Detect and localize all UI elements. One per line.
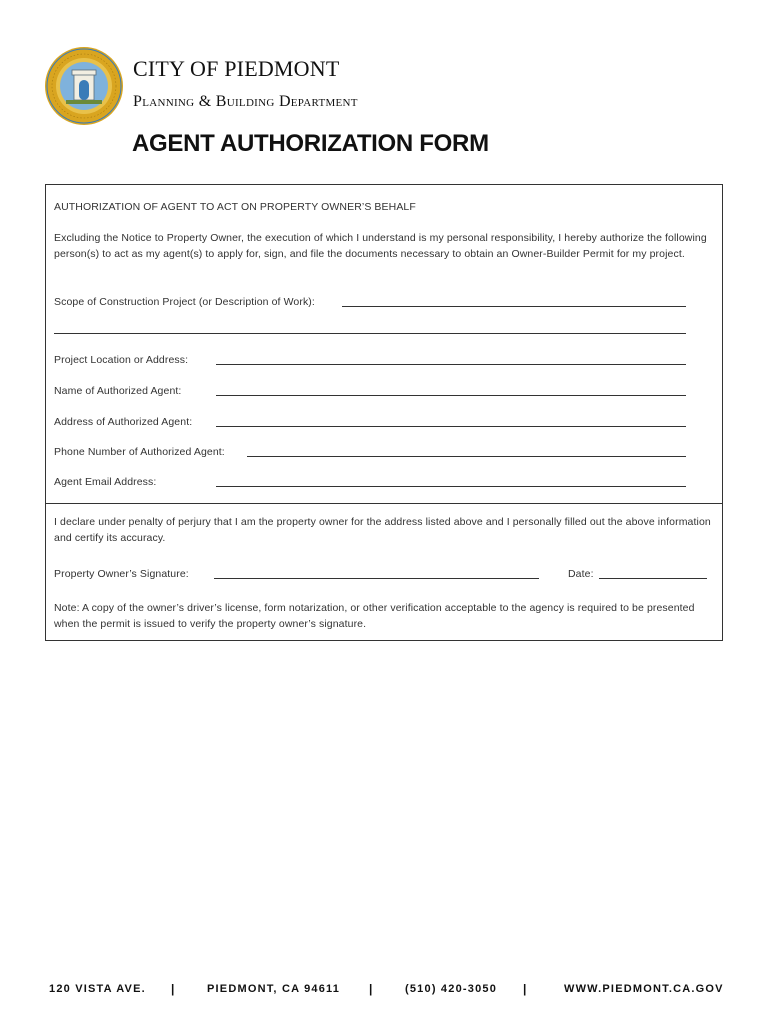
agent-address-field[interactable] xyxy=(216,426,686,427)
signature-field[interactable] xyxy=(214,578,539,579)
form-box xyxy=(45,184,723,641)
city-seal-icon xyxy=(44,46,124,126)
agent-phone-field[interactable] xyxy=(247,456,686,457)
footer-address: 120 VISTA AVE. xyxy=(49,983,146,995)
section-divider xyxy=(46,503,722,504)
authorization-heading: AUTHORIZATION OF AGENT TO ACT ON PROPERTY OWNER’S BEHALF xyxy=(54,201,416,213)
agent-email-label: Agent Email Address: xyxy=(54,476,157,488)
scope-label: Scope of Construction Project (or Description of Work): xyxy=(54,296,315,308)
verification-note: Note: A copy of the owner’s driver’s license, form notarization, or other verification acceptable to the agency is required to be presented when the permit is issued to verify the property owner’s signature. xyxy=(54,602,695,630)
org-name: CITY OF PIEDMONT xyxy=(133,56,340,81)
footer-city: PIEDMONT, CA 94611 xyxy=(207,983,341,995)
footer-separator: | xyxy=(369,982,373,996)
agent-address-label: Address of Authorized Agent: xyxy=(54,416,193,428)
authorization-paragraph: Excluding the Notice to Property Owner, the execution of which I understand is my personal responsibility, I hereby authorize the following person(s) to act as my agent(s) to apply for, sign, and file the documents necessary to obtain an Owner-Builder Permit for my project. xyxy=(54,232,707,260)
location-label: Project Location or Address: xyxy=(54,354,189,366)
department-name: Planning & Building Department xyxy=(133,93,358,110)
footer-separator: | xyxy=(171,982,175,996)
declaration-text: I declare under penalty of perjury that I am the property owner for the address listed above and I personally filled out the above information and certify its accuracy. xyxy=(54,516,711,544)
form-title: AGENT AUTHORIZATION FORM xyxy=(132,130,489,157)
location-field[interactable] xyxy=(216,364,686,365)
agent-phone-label: Phone Number of Authorized Agent: xyxy=(54,446,225,458)
agent-name-label: Name of Authorized Agent: xyxy=(54,385,182,397)
scope-field-line-2[interactable] xyxy=(54,333,686,334)
date-label: Date: xyxy=(568,568,594,580)
agent-name-field[interactable] xyxy=(216,395,686,396)
footer-phone: (510) 420-3050 xyxy=(405,983,498,995)
signature-label: Property Owner’s Signature: xyxy=(54,568,189,580)
date-field[interactable] xyxy=(599,578,707,579)
agent-email-field[interactable] xyxy=(216,486,686,487)
footer-separator: | xyxy=(523,982,527,996)
scope-field[interactable] xyxy=(342,306,686,307)
footer-website[interactable]: WWW.PIEDMONT.CA.GOV xyxy=(564,983,724,995)
